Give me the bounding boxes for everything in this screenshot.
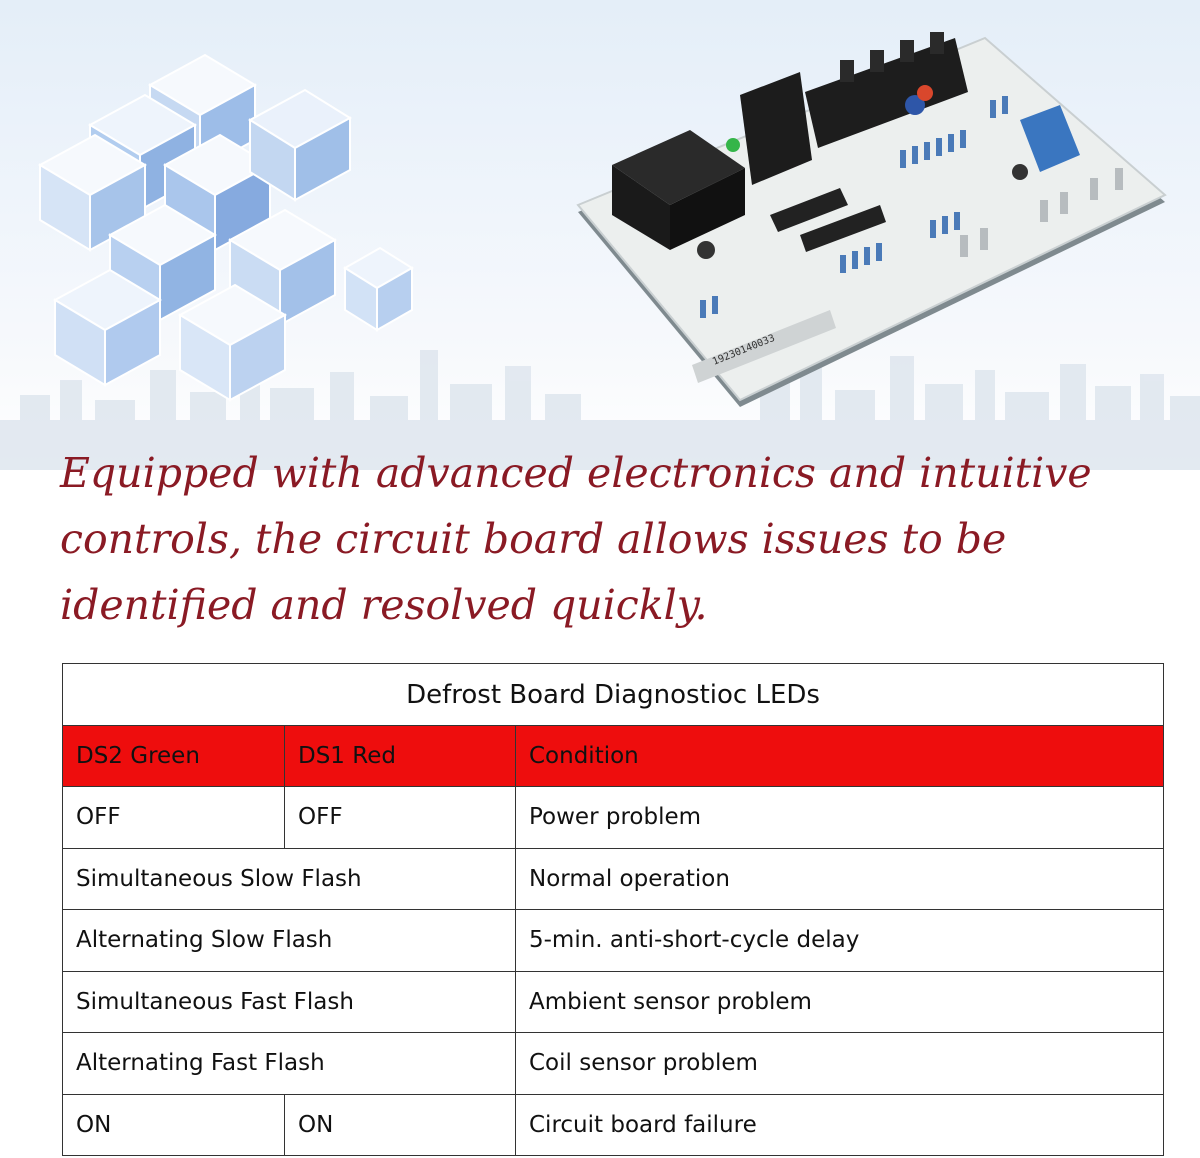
tagline-text: Equipped with advanced electronics and intuitive controls, the circuit board allows issues to be identified and resolved quickly.: [60, 449, 1092, 629]
cell-condition: 5-min. anti-short-cycle delay: [516, 910, 1164, 972]
header-condition: Condition: [516, 726, 1164, 787]
table-title: Defrost Board Diagnostioc LEDs: [63, 664, 1164, 726]
table-header-row: [63, 726, 1164, 787]
cell-condition: Normal operation: [516, 848, 1164, 910]
diagnostic-led-table: [62, 663, 1164, 1156]
table-row: [63, 848, 1164, 910]
header-ds1-red: DS1 Red: [285, 726, 516, 787]
cell-led-state: Simultaneous Slow Flash: [63, 848, 516, 910]
cell-condition: Circuit board failure: [516, 1094, 1164, 1156]
table-row: [63, 910, 1164, 972]
header-ds2-green: DS2 Green: [63, 726, 285, 787]
hero-illustration: [0, 0, 1200, 470]
cell-ds1-red: ON: [285, 1094, 516, 1156]
table-row: [63, 1033, 1164, 1095]
table-row: [63, 971, 1164, 1033]
cell-ds1-red: OFF: [285, 787, 516, 849]
cell-led-state: Simultaneous Fast Flash: [63, 971, 516, 1033]
cell-ds2-green: ON: [63, 1094, 285, 1156]
circuit-board-image: [578, 32, 1165, 407]
cell-ds2-green: OFF: [63, 787, 285, 849]
cube-cluster-graphic: [40, 55, 412, 400]
cell-condition: Power problem: [516, 787, 1164, 849]
hero-banner: [0, 0, 1200, 470]
cell-condition: Ambient sensor problem: [516, 971, 1164, 1033]
table-row: [63, 787, 1164, 849]
table-row: [63, 1094, 1164, 1156]
cell-led-state: Alternating Fast Flash: [63, 1033, 516, 1095]
cell-condition: Coil sensor problem: [516, 1033, 1164, 1095]
board-serial-label: 19230140033: [711, 332, 777, 368]
cell-led-state: Alternating Slow Flash: [63, 910, 516, 972]
